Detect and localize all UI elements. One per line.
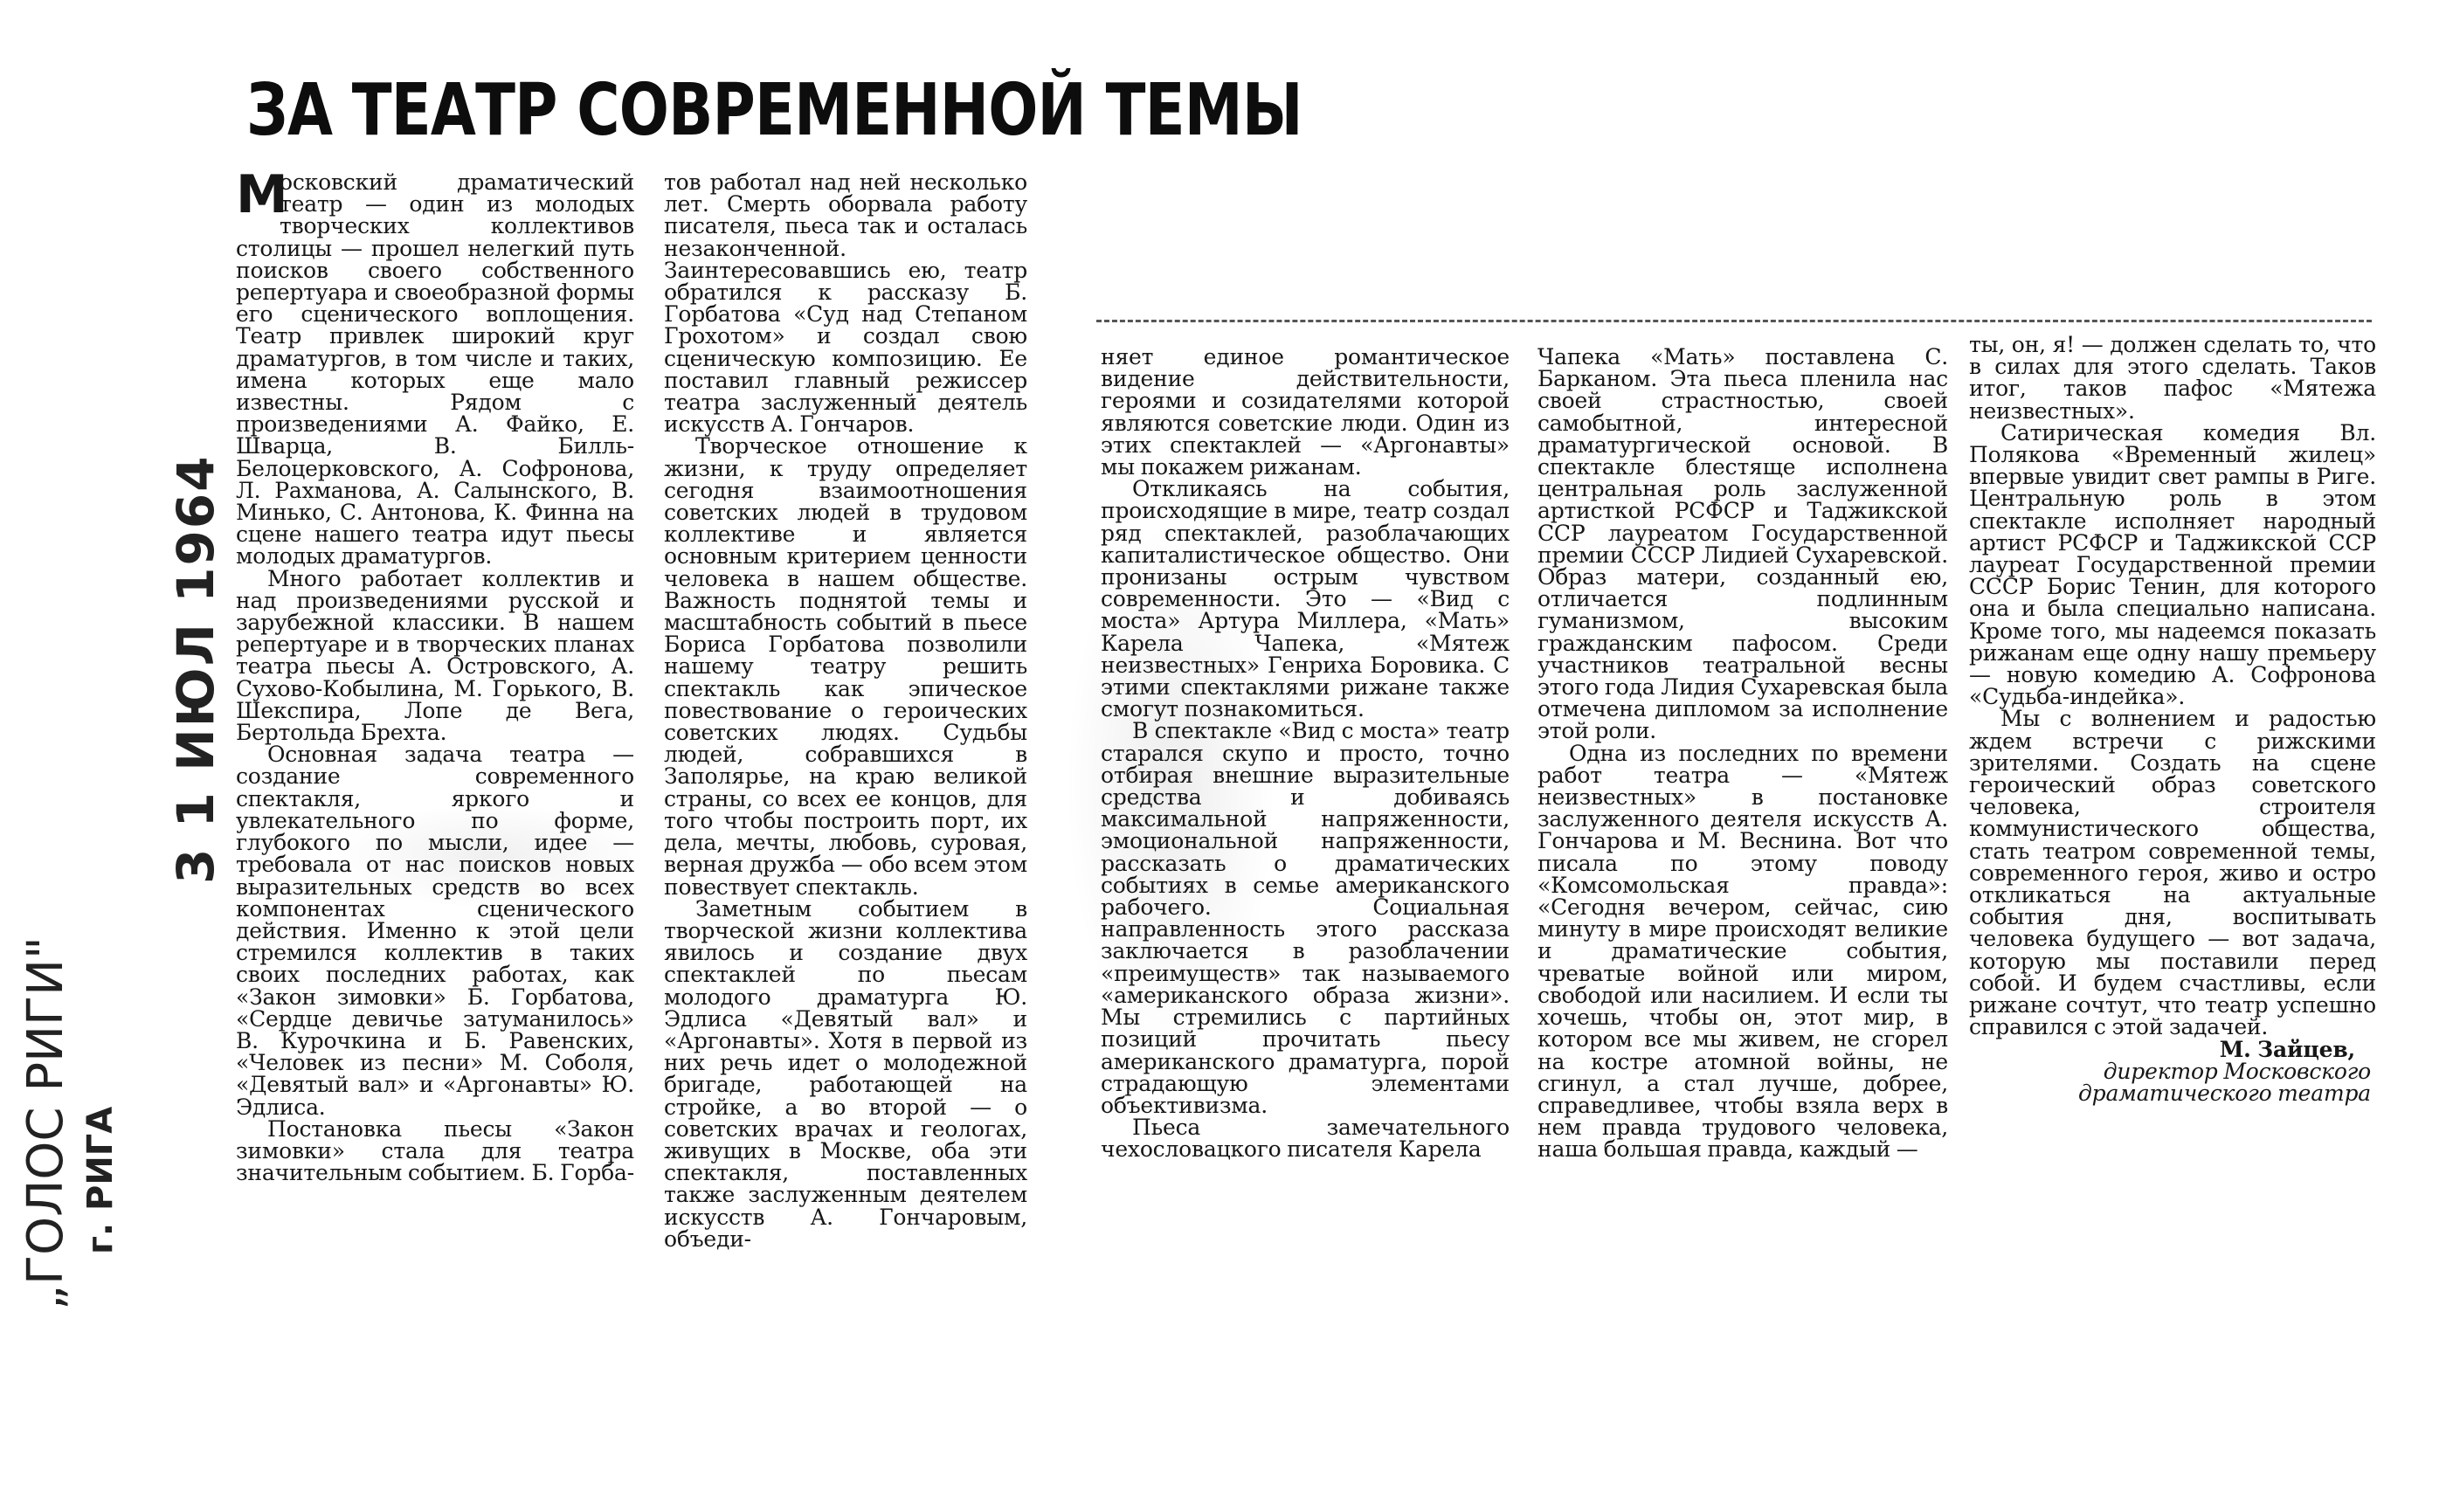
paragraph: В спектакле «Вид с моста» театр старался скупо и просто, точно отбирая внешние выразительные средства и добиваясь максимальной напряженности, эмоциональной напряженности, рассказать о драматических событиях в семье американского рабочего. Социальная направленность этого рассказа заключается в разоблачении «преимуществ» так называемого «американского образа жизни». Мы стремились с партийных позиций прочитать пьесу американского драматурга, порой страдающую элементами объективизма. xyxy=(1101,718,1510,1118)
paragraph: Пьеса замечательного чехословацкого писателя Карела xyxy=(1101,1115,1510,1163)
paragraph: Чапека «Мать» поставлена С. Барканом. Эта пьеса пленила нас своей страстностью, своей самобытной, интересной драматургической основой. В спектакле блестяще исполнена центральная роль заслуженной артисткой РСФСР и Таджикской ССР лауреатом Государственной премии СССР Лидией Сухаревской. Образ матери, созданный ею, отличается подлинным гуманизмом, высоким гражданским пафосом. Среди участников театральной весны этого года Лидия Сухаревская была отмечена дипломом за исполнение этой роли. xyxy=(1537,344,1948,744)
date-stamp: 3 1 ИЮЛ 1964 xyxy=(166,454,225,884)
paragraph: Сатирическая комедия Вл. Полякова «Временный жилец» впервые увидит свет рампы в Риге. Центральную роль в этом спектакле исполняет народный артист РСФСР и Таджикской ССР лауреат Государственной премии СССР Борис Тенин, для которого она и была специально написана. Кроме того, мы надеемся показать рижанам еще одну нашу премьеру — новую комедию А. Софронова «Судьба-индейка». xyxy=(1969,419,2376,710)
article-column-4 xyxy=(1537,346,1948,1161)
paragraph: Творческое отношение к жизни, к труду определяет сегодня взаимоотношения советских людей в трудовом коллективе и является основным критерием ценности человека в нашем обществе. Важность поднятой темы и масштабность событий в пьесе Бориса Горбатова позволили нашему театру решить спектакль как эпическое повествование о героических советских людях. Судьбы людей, собравшихся в Заполярье, на краю великой страны, со всех ее концов, для того чтобы построить порт, их дела, мечты, любовь, суровая, верная дружба — обо всем этом повествует спектакль. xyxy=(664,433,1027,900)
article-column-1 xyxy=(236,164,634,1186)
article-column-2 xyxy=(664,171,1027,1250)
paragraph: Откликаясь на события, происходящие в мире, театр создал ряд спектаклей, разоблачающих капиталистическое общество. Они пронизаны острым чувством современности. Это — «Вид с моста» Артура Миллера, «Мать» Карела Чапека, «Мятеж неизвестных» Генриха Боровика. С этими спектаклями рижане также смогут познакомиться. xyxy=(1101,476,1510,722)
paragraph-text: осковский драматический театр — один из молодых творческих коллективов столицы — прошел нелегкий путь поисков своего собственного репертуара и своеобразной формы его сценического воплощения. Театр привлек широкий круг драматургов, в том числе и таких, имена которых еще мало известны. Рядом с произведениями А. Файко, Е. Шварца, В. Билль-Белоцерковского, А. Софронова, Л. Рахманова, А. Салынского, В. Минько, С. Антонова, К. Финна на сцене нашего театра идут пьесы молодых драматургов. xyxy=(236,169,634,570)
paragraph: Постановка пьесы «Закон зимовки» стала для театра значительным событием. Б. Горба- xyxy=(236,1115,634,1186)
paragraph: Мы с волнением и радостью ждем встречи с рижскими зрителями. Создать на сцене героический образ советского человека, строителя коммунистического общества, стать театром современной темы, современного героя, живо и остро откликаться на актуальные события дня, воспитывать человека будущего — вот задача, которую мы поставили перед собой. И будем счастливы, если рижане сочтут, что театр успешно справился с этой задачей. xyxy=(1969,706,2376,1040)
paragraph: Заметным событием в творческой жизни коллектива явилось и создание двух спектаклей по пьесам молодого драматурга Ю. Эдлиса «Девятый вал» и «Аргонавты». Хотя в первой из них речь идет о молодежной бригаде, работающей на стройке, а во второй — о советских врачах и геологах, живущих в Москве, оба эти спектакля, поставленных также заслуженным деятелем искусств А. Гончаровым, объеди- xyxy=(664,895,1027,1252)
paragraph: няет единое романтическое видение действительности, героями и созидателями которой являются советские люди. Один из этих спектаклей — «Аргонавты» мы покажем рижанам. xyxy=(1101,344,1510,480)
author-title-line-1: директор Московского xyxy=(2103,1058,2371,1084)
article-column-5 xyxy=(1969,334,2376,1104)
author-title-line-2: драматического театра xyxy=(2078,1080,2371,1106)
drop-cap: М xyxy=(236,164,288,225)
article-column-3 xyxy=(1101,346,1510,1161)
paragraph xyxy=(236,164,634,570)
source-annotation: „ГОЛОС РИГИ" xyxy=(17,936,74,1310)
paragraph: Одна из последних по времени работ театра — «Мятеж неизвестных» в постановке заслуженного деятеля искусств А. Гончарова и М. Веснина. Вот что писала по этому поводу «Комсомольская правда»: «Сегодня вечером, сейчас, сию минуту в мире происходят великие и драматические события, чреватые войной или миром, свободой или насилием. И если ты хочешь, чтобы он, этот мир, в котором все мы живем, не сгорел на костре атомной войны, не сгинул, а стал лучше, добрее, справедливее, чтобы взяла верх в нем правда трудового человека, наша большая правда, каждый — xyxy=(1537,740,1948,1163)
author-signature: М. Зайцев, xyxy=(2219,1036,2355,1062)
city-annotation: г. РИГА xyxy=(80,1106,121,1254)
paragraph: тов работал над ней несколько лет. Смерть оборвала работу писателя, пьеса так и осталась незаконченной. Заинтересовавшись ею, театр обратился к рассказу Б. Горбатова «Суд над Степаном Грохотом» и создал свою сценическую композицию. Ее поставил главный режиссер театра заслуженный деятель искусств А. Гончаров. xyxy=(664,169,1027,438)
article-headline: ЗА ТЕАТР СОВРЕМЕННОЙ ТЕМЫ xyxy=(246,69,1302,152)
column-divider-dashed xyxy=(1096,320,2372,322)
paragraph: Много работает коллектив и над произведениями русской и зарубежной классики. В нашем репертуаре и в творческих планах театра пьесы А. Островского, А. Сухово-Кобылина, М. Горького, В. Шекспира, Лопе де Вега, Бертольда Брехта. xyxy=(236,565,634,746)
paragraph: ты, он, я! — должен сделать то, что в силах для этого сделать. Таков итог, таков пафос «Мятежа неизвестных». xyxy=(1969,332,2376,424)
paragraph: Основная задача театра — создание современного спектакля, яркого и увлекательного по форме, глубокого по мысли, идее — требовала от нас поисков новых выразительных средств во всех компонентах сценического действия. Именно к этой цели стремился коллектив в таких своих последних работах, как «Закон зимовки» Б. Горбатова, «Сердце девичье затуманилось» В. Курочкина и Б. Равенских, «Человек из песни» М. Соболя, «Девятый вал» и «Аргонавты» Ю. Эдлиса. xyxy=(236,742,634,1120)
